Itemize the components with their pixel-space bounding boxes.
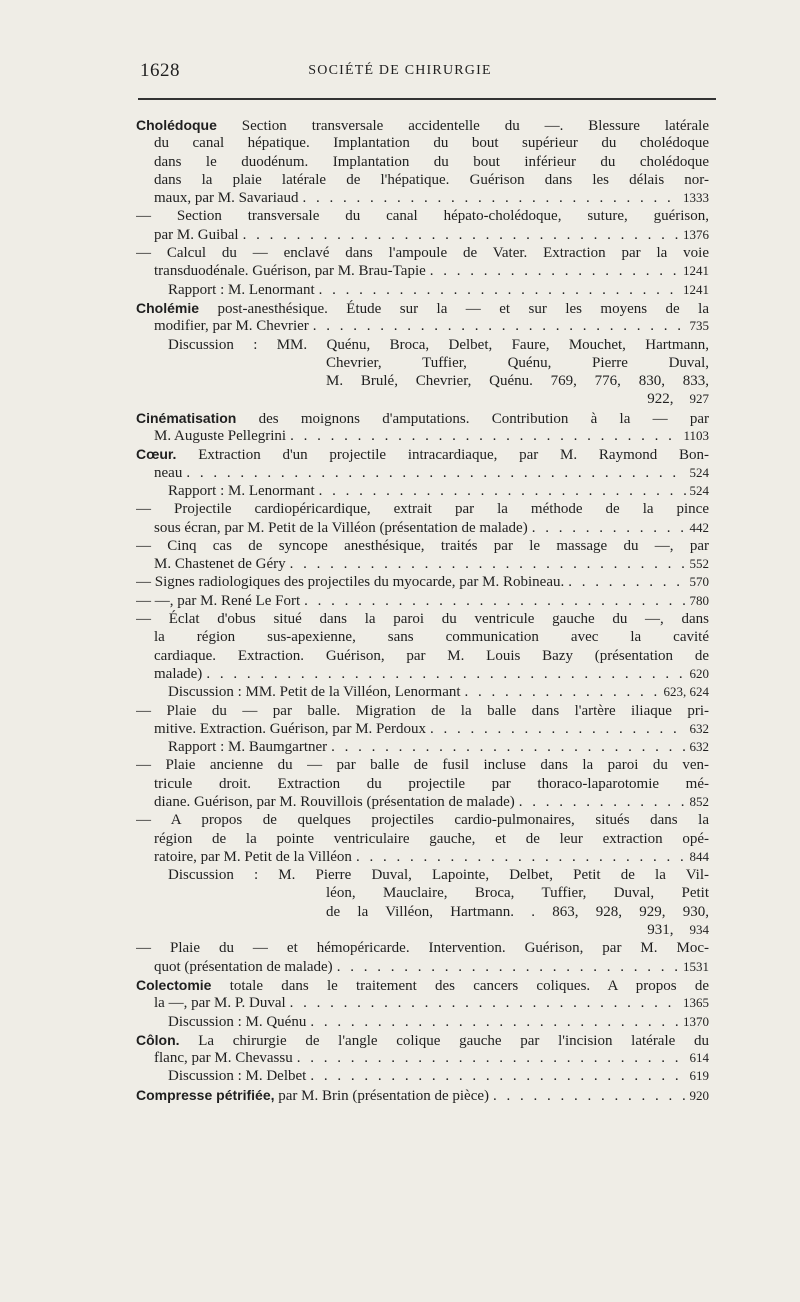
index-line — [136, 116, 709, 134]
entry-text — [168, 683, 461, 701]
entry-text: — Projectile cardiopéricardique, extrait par la méthode de la pince — [136, 501, 709, 518]
page-reference: 619 — [689, 1068, 709, 1084]
header-rule — [138, 98, 716, 100]
dot-leader — [206, 665, 685, 683]
entry-heading: Cholémie — [136, 299, 200, 316]
entry-heading: Côlon. — [136, 1031, 180, 1048]
entry-text: — Cinq cas de syncope anesthésique, traités par le massage du —, par — [136, 537, 709, 554]
entry-text: — Section transversale du canal hépato-cholédoque, suture, guérison, — [136, 208, 709, 225]
entry-text-body: Discussion : MM. Petit de la Villéon, Lenormant — [168, 684, 461, 701]
page-number: 1628 — [140, 60, 180, 81]
entry-text: Chevrier, Tuffier, Quénu, Pierre Duval, — [326, 354, 709, 371]
entry-text: tricule droit. Extraction du projectile par thoraco-laparotomie mé- — [154, 775, 709, 792]
page-reference: 623, 624 — [663, 684, 709, 700]
entry-text: Discussion : MM. Quénu, Broca, Delbet, Faure, Mouchet, Hartmann, — [168, 336, 709, 353]
page-reference: 1370 — [683, 1013, 709, 1029]
page-reference: 735 — [689, 318, 709, 334]
entry-text: M. Brulé, Chevrier, Quénu. 769, 776, 830, 833, — [326, 373, 709, 390]
entry-text — [168, 482, 315, 500]
page-reference: 524 — [689, 464, 709, 480]
dot-leader — [310, 1067, 685, 1085]
index-line — [136, 372, 709, 390]
index-line — [136, 610, 709, 628]
entry-text-body: modifier, par M. Chevrier — [154, 318, 309, 335]
entry-text: cardiaque. Extraction. Guérison, par M. Louis Bazy (présentation de — [154, 647, 709, 664]
entry-text — [154, 665, 202, 683]
index-line — [136, 738, 709, 756]
entry-text-body: neau — [154, 464, 183, 481]
dot-leader — [568, 573, 685, 591]
entry-text — [154, 226, 239, 244]
entry-text: région de la pointe ventriculaire gauche, et de leur extraction opé- — [154, 830, 709, 847]
entry-text-body: — —, par M. René Le Fort — [136, 592, 301, 609]
page-reference: 632 — [689, 739, 709, 755]
entry-text-body: M. Chastenet de Géry — [154, 556, 286, 573]
entry-text: — Plaie du — et hémopéricarde. Intervention. Guérison, par M. Moc- — [136, 940, 709, 957]
entry-text — [136, 1086, 489, 1104]
index-line — [136, 921, 709, 939]
page-reference: 1333 — [683, 190, 709, 206]
index-line — [136, 409, 709, 427]
entry-heading: Cholédoque — [136, 117, 217, 133]
index-line — [136, 720, 709, 738]
entry-text-body: mitive. Extraction. Guérison, par M. Perdoux — [154, 720, 427, 737]
index-line — [136, 811, 709, 829]
index-line — [136, 134, 709, 152]
entry-heading: Cœur. — [136, 446, 177, 463]
entry-text-body: diane. Guérison, par M. Rouvillois (présentation de malade) — [154, 793, 515, 810]
entry-text-body: Discussion : M. Delbet — [168, 1068, 307, 1085]
index-line — [136, 830, 709, 848]
dot-leader — [356, 848, 686, 866]
entry-text-body: sous écran, par M. Petit de la Villéon (présentation de malade) — [154, 519, 528, 536]
dot-leader — [519, 793, 686, 811]
dot-leader — [304, 592, 685, 610]
dot-leader — [493, 1087, 685, 1104]
page-reference: 852 — [689, 793, 709, 809]
page-reference: 1241 — [683, 281, 709, 297]
entry-text — [168, 738, 327, 756]
entry-text-body: — Signes radiologiques des projectiles du myocarde, par M. Robineau. — [136, 574, 565, 591]
entry-text — [154, 519, 528, 537]
entry-text-body: Rapport : M. Lenormant — [168, 482, 315, 499]
page-reference: 524 — [689, 482, 709, 498]
entry-text — [154, 793, 515, 811]
entry-text-body: Rapport : M. Baumgartner — [168, 739, 328, 756]
dot-leader — [297, 1049, 686, 1067]
entry-text — [154, 1049, 293, 1067]
page-reference: 927 — [689, 391, 709, 407]
index-line — [136, 1067, 709, 1085]
entry-text — [154, 994, 286, 1012]
entry-text: La chirurgie de l'angle colique gauche par l'incision latérale du — [179, 1032, 709, 1049]
index-line — [136, 427, 709, 445]
dot-leader — [319, 281, 679, 299]
index-line — [136, 1031, 709, 1049]
page-reference: 1103 — [683, 428, 709, 444]
entry-text: post-anesthésique. Étude sur la — et sur les moyens de la — [199, 300, 709, 317]
entry-text: — A propos de quelques projectiles cardio-pulmonaires, situés dans la — [136, 812, 709, 829]
index-line — [136, 665, 709, 683]
page-header — [0, 60, 800, 86]
index-line — [136, 262, 709, 280]
entry-text — [154, 555, 286, 573]
index-line — [136, 976, 709, 994]
index-line — [136, 482, 709, 500]
dot-leader — [430, 262, 679, 280]
entry-text-body: quot (présentation de malade) — [154, 958, 333, 975]
index-line — [136, 317, 709, 335]
index-line — [136, 555, 709, 573]
entry-text — [154, 848, 352, 866]
entry-text: Discussion : M. Pierre Duval, Lapointe, Delbet, Petit de la Vil- — [168, 867, 709, 884]
entry-text: — Calcul du — enclavé dans l'ampoule de Vater. Extraction par la voie — [136, 245, 709, 262]
index-line — [136, 299, 709, 317]
entry-text — [154, 427, 286, 445]
entry-text — [168, 1067, 306, 1085]
index-line — [136, 573, 709, 591]
index-line — [136, 390, 709, 408]
page-reference: 780 — [689, 592, 709, 608]
entry-text: totale dans le traitement des cancers coliques. A propos de — [211, 977, 709, 994]
index-entries — [136, 116, 709, 1104]
entry-text — [154, 720, 426, 738]
entry-text: léon, Mauclaire, Broca, Tuffier, Duval, Petit — [326, 885, 709, 902]
page-reference: 632 — [689, 720, 709, 736]
index-line — [136, 281, 709, 299]
entry-text — [154, 317, 309, 335]
entry-text-body: Discussion : M. Quénu — [168, 1013, 307, 1030]
entry-text: — Plaie ancienne du — par balle de fusil incluse dans la paroi du ven- — [136, 757, 709, 774]
entry-heading: Compresse pétrifiée, — [136, 1086, 275, 1103]
dot-leader — [465, 683, 660, 701]
page-reference: 920 — [689, 1087, 709, 1103]
dot-leader — [310, 1013, 679, 1031]
index-line — [136, 994, 709, 1012]
index-line — [136, 903, 709, 921]
index-line — [136, 537, 709, 555]
index-line — [136, 1013, 709, 1031]
entry-text — [154, 262, 426, 280]
dot-leader — [331, 738, 685, 756]
entry-text — [168, 281, 315, 299]
index-line — [136, 445, 709, 463]
entry-text-body: par M. Guibal — [154, 226, 239, 243]
entry-text — [154, 958, 333, 976]
index-line — [136, 866, 709, 884]
index-line — [136, 647, 709, 665]
page-reference: 844 — [689, 848, 709, 864]
page-reference: 552 — [689, 556, 709, 572]
dot-leader — [290, 555, 686, 573]
entry-text-body: M. Auguste Pellegrini — [154, 428, 287, 445]
index-line — [136, 775, 709, 793]
index-line — [136, 519, 709, 537]
entry-text-body: la —, par M. P. Duval — [154, 995, 286, 1012]
dot-leader — [430, 720, 685, 738]
dot-leader — [290, 994, 679, 1012]
page-reference: 1531 — [683, 958, 709, 974]
running-title: SOCIÉTÉ DE CHIRURGIE — [308, 63, 492, 78]
entry-text: des moignons d'amputations. Contribution à la — par — [236, 410, 709, 427]
page-reference: 934 — [689, 922, 709, 938]
index-line — [136, 958, 709, 976]
index-line — [136, 1086, 709, 1104]
index-line — [136, 171, 709, 189]
index-line — [136, 884, 709, 902]
entry-text-body: transduodénale. Guérison, par M. Brau-Tapie — [154, 263, 426, 280]
page-reference: 570 — [689, 574, 709, 590]
dot-leader — [290, 427, 679, 445]
entry-text-body: malade) — [154, 665, 203, 682]
page-reference: 614 — [689, 1050, 709, 1066]
index-line — [136, 683, 709, 701]
entry-text: — Éclat d'obus situé dans la paroi du ventricule gauche du —, dans — [136, 611, 709, 628]
entry-text — [136, 573, 564, 591]
entry-text-body: flanc, par M. Chevassu — [154, 1050, 293, 1067]
page-reference: 1376 — [683, 226, 709, 242]
page-reference: 1241 — [683, 263, 709, 279]
entry-text: — Plaie du — par balle. Migration de la balle dans l'artère iliaque pri- — [136, 702, 709, 719]
entry-heading: Cinématisation — [136, 409, 237, 426]
dot-leader — [337, 958, 679, 976]
index-line — [136, 848, 709, 866]
index-line — [136, 793, 709, 811]
dot-leader — [532, 519, 686, 537]
entry-text: du canal hépatique. Implantation du bout supérieur du cholédoque — [154, 135, 709, 152]
page-reference: 1365 — [683, 995, 709, 1011]
index-line — [136, 628, 709, 646]
index-line — [136, 1049, 709, 1067]
page-reference: 620 — [689, 665, 709, 681]
index-line — [136, 464, 709, 482]
dot-leader — [313, 317, 686, 335]
index-line — [136, 592, 709, 610]
entry-text: 922, — [647, 391, 674, 408]
index-line — [136, 207, 709, 225]
index-line — [136, 226, 709, 244]
entry-text — [154, 189, 299, 207]
index-line — [136, 500, 709, 518]
entry-text: dans le duodénum. Implantation du bout inférieur du cholédoque — [154, 153, 709, 170]
entry-text-body: par M. Brin (présentation de pièce) — [274, 1087, 490, 1104]
index-line — [136, 939, 709, 957]
entry-text: la région sus-apexienne, sans communication avec la cavité — [154, 629, 709, 646]
index-line — [136, 189, 709, 207]
index-line — [136, 702, 709, 720]
entry-text — [168, 1013, 306, 1031]
dot-leader — [186, 464, 685, 482]
entry-text-body: maux, par M. Savariaud — [154, 190, 299, 207]
entry-text: 931, — [647, 922, 674, 939]
index-line — [136, 354, 709, 372]
entry-text: dans la plaie latérale de l'hépatique. Guérison dans les délais nor- — [154, 171, 709, 188]
dot-leader — [243, 226, 679, 244]
entry-heading: Colectomie — [136, 976, 212, 993]
dot-leader — [303, 189, 679, 207]
entry-text — [136, 592, 300, 610]
page-reference: 442 — [689, 519, 709, 535]
entry-text — [154, 464, 182, 482]
dot-leader — [319, 482, 686, 500]
entry-text: Extraction d'un projectile intracardiaque, par M. Raymond Bon- — [176, 447, 709, 464]
entry-text-body: ratoire, par M. Petit de la Villéon — [154, 848, 352, 865]
index-line — [136, 244, 709, 262]
index-line — [136, 153, 709, 171]
index-line — [136, 756, 709, 774]
entry-text: de la Villéon, Hartmann. . 863, 928, 929, 930, — [326, 903, 709, 920]
entry-text: Section transversale accidentelle du —. Blessure latérale — [216, 118, 709, 134]
index-line — [136, 336, 709, 354]
entry-text-body: Rapport : M. Lenormant — [168, 281, 315, 298]
